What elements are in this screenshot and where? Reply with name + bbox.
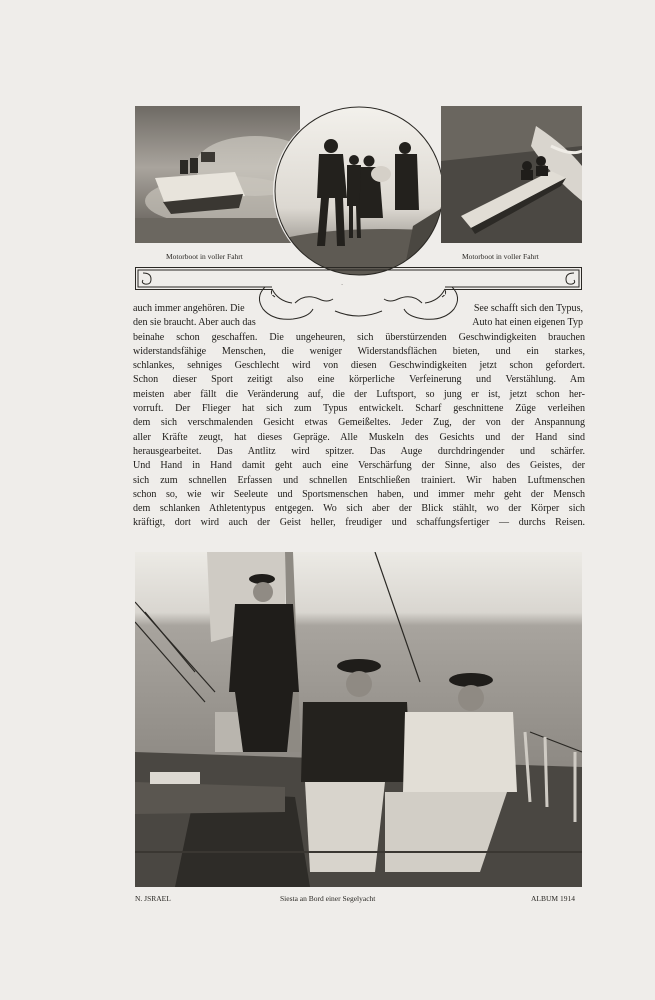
body-line: dem sich verschmalenden Gesicht etwas Gemeißeltes. Jeder Zug, der von der Anspannung xyxy=(133,417,585,429)
author-credit: N. JSRAEL xyxy=(135,894,171,903)
sailing-yacht-photo xyxy=(135,552,582,887)
body-line-1 xyxy=(133,302,585,316)
caption-motorboat-right: Motorboot in voller Fahrt xyxy=(462,252,539,261)
body-line-1-left: auch immer angehören. Die xyxy=(133,303,245,314)
body-line-1-right: See schafft sich den Typus, xyxy=(473,303,583,314)
body-line: schon so, wie wir Seeleute und Sportsmenschen haben, und immer mehr geht der Mensch xyxy=(133,488,585,500)
caption-motorboat-left: Motorboot in voller Fahrt xyxy=(166,252,243,261)
body-line: dem schlanken Athletentypus entgegen. Wo sich aber der Blick stählt, wo der Körper sich xyxy=(133,503,585,515)
body-line: Und Hand in Hand damit geht auch eine Verschärfung der Sinne, also des Geistes, der xyxy=(133,460,585,472)
body-line: widerstandsfähige Menschen, die weniger Widerstandsflächen bieten, und ein starkes, xyxy=(133,345,585,357)
top-photo-strip xyxy=(135,106,582,243)
body-line: beinahe schon geschaffen. Die ungeheuren, sich überstürzenden Geschwindigkeiten brauchen xyxy=(133,331,585,343)
body-line: kräftigt, dort wird auch der Geist heller, freudiger und schaffungsfertiger — durchs Reisen. xyxy=(133,517,585,529)
body-line: aller Kräfte zeugt, hat dieses Gepräge. Alle Muskeln des Gesichts und der Hand sind xyxy=(133,431,585,443)
body-line-2-left: den sie braucht. Aber auch das xyxy=(133,317,256,329)
body-line: schlankes, sehniges Geschlecht wird von diesen Geschwindigkeiten jetzt schon gefordert. xyxy=(133,360,585,372)
body-line-2 xyxy=(133,316,585,330)
body-line: sich zum schnellen Erfassen und schnellen Entschließen trainiert. Wir haben Luftmenschen xyxy=(133,474,585,486)
body-line: meisten aber fällt die Veränderung auf, die der Luftsport, so jung er ist, jetzt schon her- xyxy=(133,388,585,400)
body-line: vorruft. Der Flieger hat sich zum Typus entwickelt. Scharf geschnittene Züge verleihen xyxy=(133,403,585,415)
body-line-2-right: Auto hat einen eigenen Typ xyxy=(472,317,583,329)
photo-caption-siesta: Siesta an Bord einer Segelyacht xyxy=(280,894,376,903)
body-line: herausgearbeitet. Das Antlitz wird spitzer. Das Auge durchdringender und schärfer. xyxy=(133,445,585,457)
motorboat-photo-right xyxy=(441,106,582,243)
article-body xyxy=(133,302,585,531)
body-line: Schon dieser Sport zeitigt also eine körperliche Verfeinerung und Verstählung. Am xyxy=(133,374,585,386)
mountain-group-photo xyxy=(273,106,445,276)
album-label: ALBUM 1914 xyxy=(531,894,575,903)
